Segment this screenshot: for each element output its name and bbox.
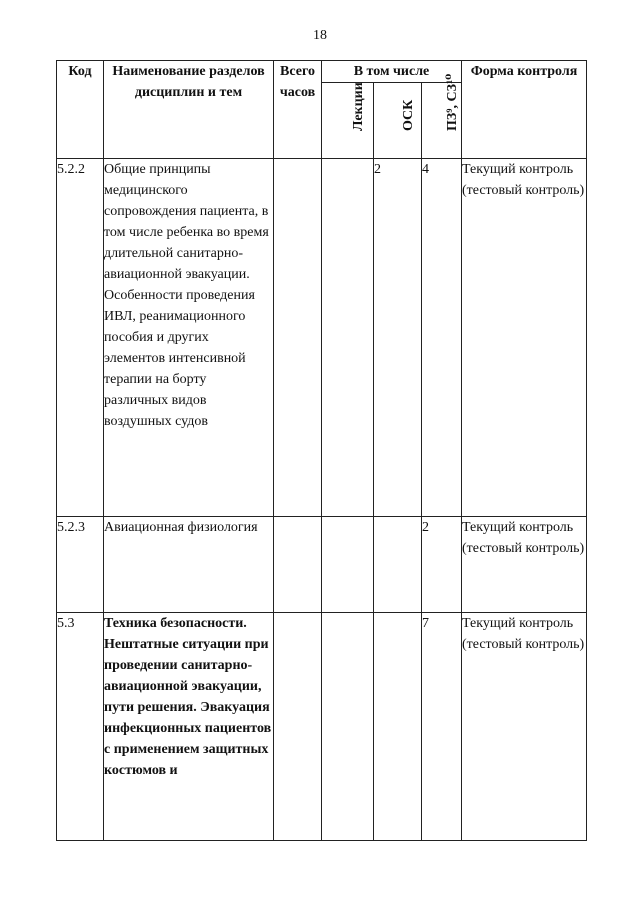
row-form: Текущий контроль (тестовый контроль) [462,517,587,613]
table-row [57,517,587,613]
row-lectures [322,613,374,841]
table-row [57,613,587,841]
row-osk [374,517,422,613]
row-form: Текущий контроль (тестовый контроль) [462,159,587,517]
row-lectures [322,159,374,517]
row-form: Текущий контроль (тестовый контроль) [462,613,587,841]
row-pz-sz: 4 [422,159,462,517]
row-code: 5.2.3 [57,517,104,613]
header-lectures: Лекции [322,83,374,159]
header-osk: ОСК [374,83,422,159]
header-total: Всего часов [274,61,322,159]
row-total [274,613,322,841]
table-row [57,159,587,517]
row-code: 5.2.2 [57,159,104,517]
row-osk [374,613,422,841]
row-name: Авиационная физиология [104,517,274,613]
row-name: Общие принципы медицинского сопровождения пациента, в том числе ребенка во время длительной санитарно-авиационной эвакуации. Особенности проведения ИВЛ, реанимационного пособия и других элементов интенсивной терапии на борту различных видов воздушных судов [104,159,274,517]
header-form: Форма контроля [462,61,587,159]
row-pz-sz: 2 [422,517,462,613]
row-lectures [322,517,374,613]
row-name: Техника безопасности. Нештатные ситуации при проведении санитарно-авиационной эвакуации, пути решения. Эвакуация инфекционных пациентов с применением защитных костюмов и [104,613,274,841]
header-pz-sz: ПЗ⁹, СЗ¹⁰ [422,83,462,159]
header-including: В том числе [322,61,462,83]
row-code: 5.3 [57,613,104,841]
row-pz-sz: 7 [422,613,462,841]
page-number: 18 [313,28,327,43]
header-name: Наименование разделов дисциплин и тем [104,61,274,159]
row-osk: 2 [374,159,422,517]
header-code: Код [57,61,104,159]
row-total [274,159,322,517]
row-total [274,517,322,613]
disciplines-table [56,60,587,841]
